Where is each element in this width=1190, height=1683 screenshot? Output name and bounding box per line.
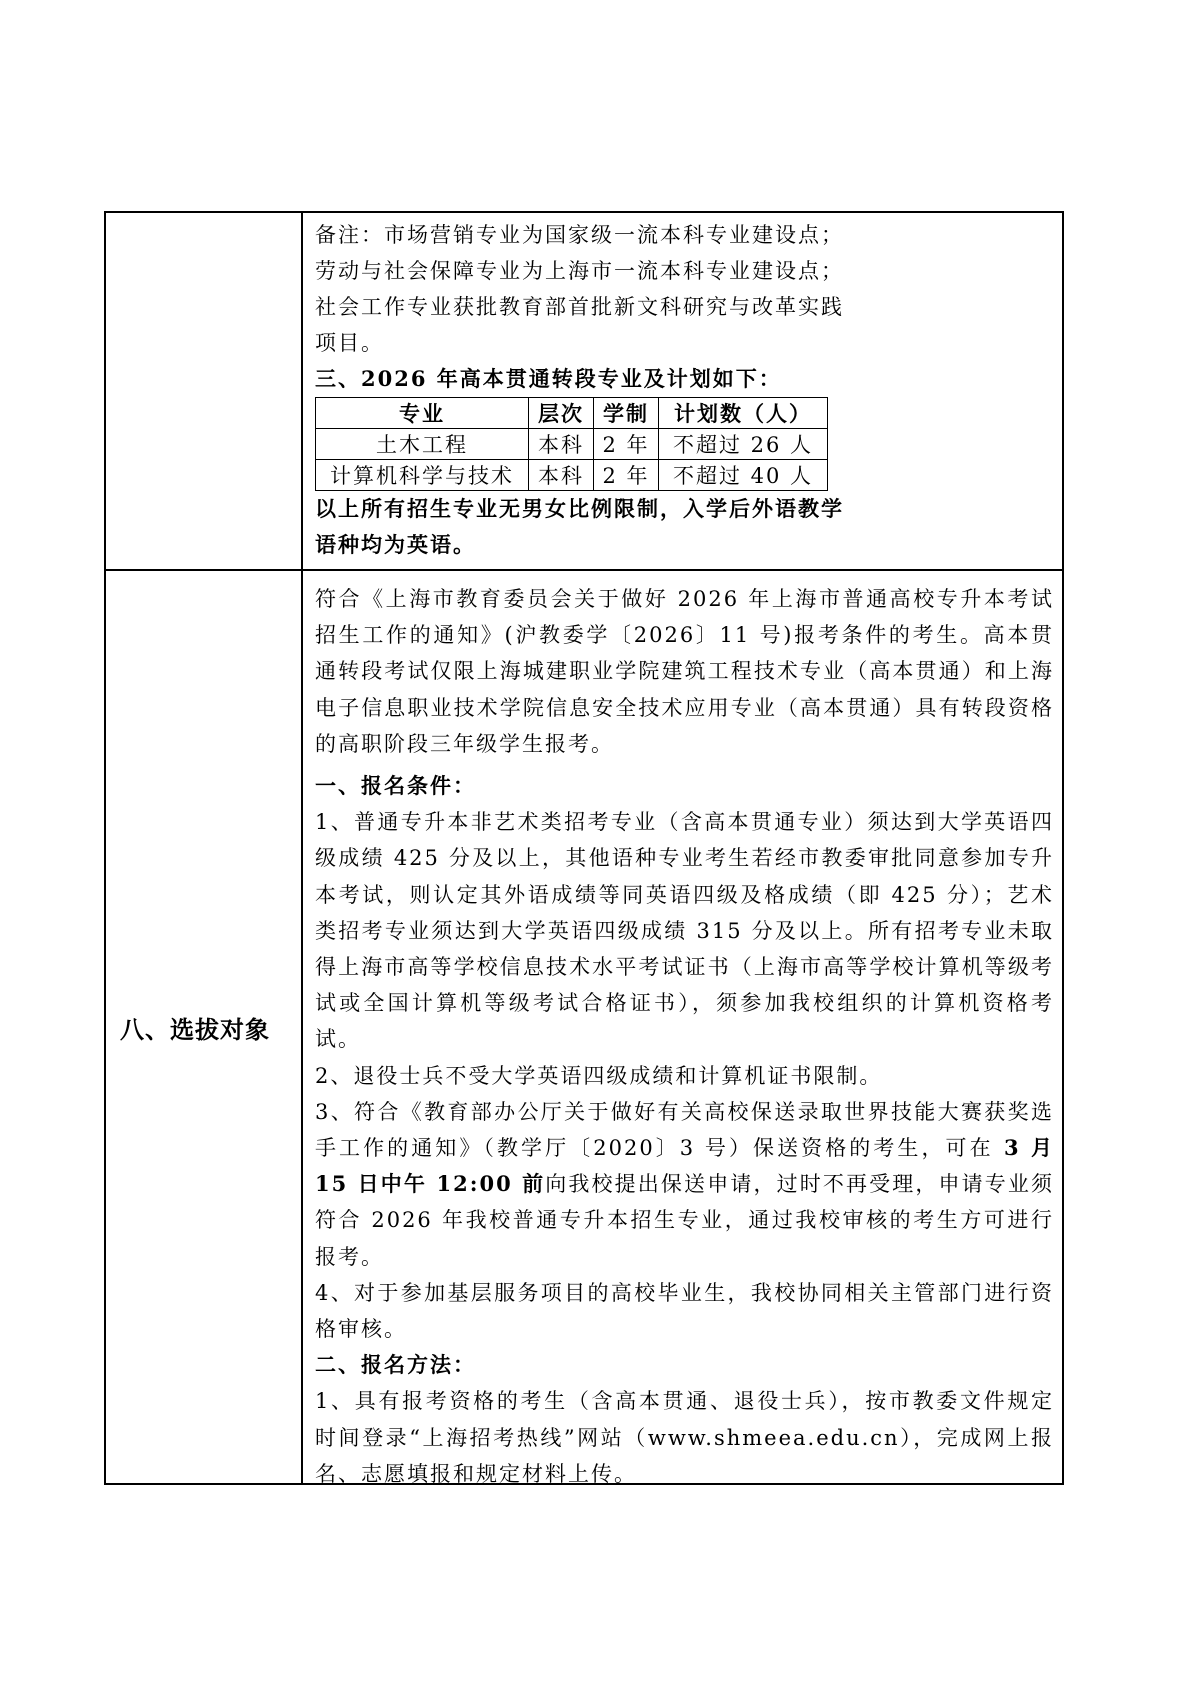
intro-paragraph: 符合《上海市教育委员会关于做好 2026 年上海市普通高校专升本考试招生工作的通知》(沪教委学〔2026〕11 号)报考条件的考生。高本贯通转段考试仅限上海城建职业学院建筑工程技术专业（高本贯通）和上海电子信息职业技术学院信息安全技术应用专业（高本贯通）具有转段资格的高职阶段三年级学生报考。 (315, 587, 1054, 756)
plan-heading: 三、2026 年高本贯通转段专业及计划如下： (315, 366, 782, 391)
table-row (316, 460, 828, 491)
plan-col-duration: 学制 (594, 398, 659, 429)
plan-cell: 2 年 (594, 460, 659, 491)
note-line: 备注：市场营销专业为国家级一流本科专业建设点； (315, 223, 844, 247)
condition-item-1: 1、普通专升本非艺术类招考专业（含高本贯通专业）须达到大学英语四级成绩 425 分及以上，其他语种专业考生若经市教委审批同意参加专升本考试，则认定其外语成绩等同英语四级及格成绩（即 425 分）；艺术类招考专业须达到大学英语四级成绩 315 分及以上。所有招考专业未取得上海市高等学校信息技术水平考试证书（上海市高等学校计算机等级考试或全国计算机等级考试合格证书），须参加我校组织的计算机资格考试。 (315, 810, 1054, 1052)
table-row (316, 429, 828, 460)
condition-item-3 (315, 1094, 1054, 1275)
condition-item-4: 4、对于参加基层服务项目的高校毕业生，我校协同相关主管部门进行资格审核。 (315, 1280, 1054, 1342)
plan-cell: 2 年 (594, 429, 659, 460)
item3-text-end: 向我校提出保送申请，过时不再受理，申请专业须符合 2026 年我校普通专升本招生专业，通过我校审核的考生方可进行报考。 (315, 1172, 1055, 1269)
method-item-1: 1、具有报考资格的考生（含高本贯通、退役士兵），按市教委文件规定时间登录“上海招考热线”网站（www.shmeea.edu.cn），完成网上报名、志愿填报和规定材料上传。 (315, 1389, 1054, 1486)
plan-cell: 本科 (529, 460, 594, 491)
plan-table (315, 397, 828, 491)
closing-line: 语种均为英语。 (315, 532, 476, 557)
closing-line: 以上所有招生专业无男女比例限制，入学后外语教学 (315, 496, 844, 521)
note-line: 项目。 (315, 331, 384, 355)
note-line: 社会工作专业获批教育部首批新文科研究与改革实践 (315, 295, 844, 319)
condition-item-2: 2、退役士兵不受大学英语四级成绩和计算机证书限制。 (315, 1063, 883, 1088)
heading-method: 二、报名方法： (315, 1352, 476, 1378)
plan-col-quota: 计划数（人） (659, 398, 828, 429)
table-row (105, 570, 1063, 1484)
plan-table-header (316, 398, 828, 429)
plan-col-level: 层次 (529, 398, 594, 429)
empty-label-cell (105, 212, 302, 570)
item3-text: 3、符合《教育部办公厅关于做好有关高校保送录取世界技能大赛获奖选手工作的通知》（教学厅〔2020〕3 号）保送资格的考生，可在 (315, 1099, 1054, 1161)
plan-cell: 不超过 26 人 (659, 429, 828, 460)
section-label-cell (105, 570, 302, 1484)
section-label: 八、选拔对象 (120, 1014, 270, 1044)
plan-cell: 不超过 40 人 (659, 460, 828, 491)
deadline-text: 3 月 15 日中午 12:00 前 (315, 1135, 1054, 1197)
notes-cell (302, 212, 1063, 570)
admissions-table (104, 211, 1064, 1485)
plan-col-major: 专业 (316, 398, 529, 429)
plan-cell: 计算机科学与技术 (316, 460, 529, 491)
plan-cell: 本科 (529, 429, 594, 460)
table-row (105, 212, 1063, 570)
note-line: 劳动与社会保障专业为上海市一流本科专业建设点； (315, 259, 844, 283)
heading-conditions: 一、报名条件： (315, 773, 476, 799)
requirements-cell (302, 570, 1063, 1484)
plan-cell: 土木工程 (316, 429, 529, 460)
